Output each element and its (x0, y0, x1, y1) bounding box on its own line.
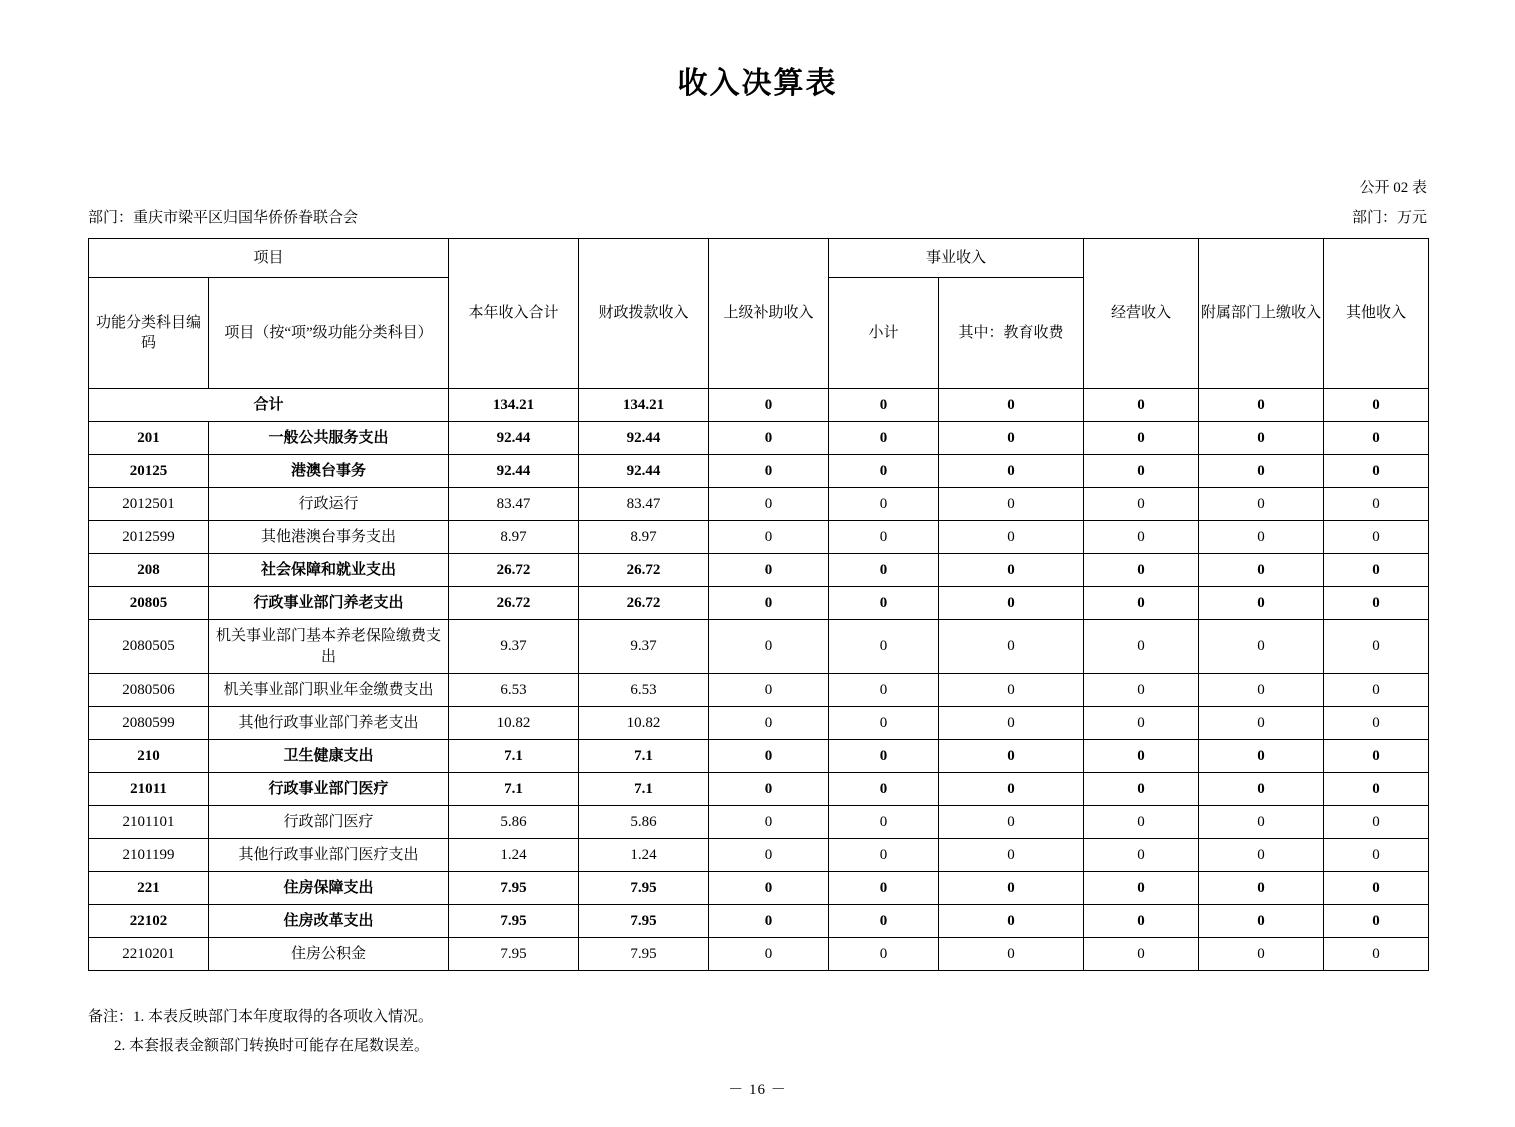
row-code: 2012501 (89, 488, 209, 521)
row-total-income: 26.72 (449, 554, 579, 587)
table-notes (88, 1003, 433, 1060)
row-education-fee: 0 (939, 554, 1084, 587)
income-table-wrapper (88, 238, 1428, 971)
row-fiscal-appropriation: 5.86 (579, 806, 709, 839)
row-other-income: 0 (1324, 455, 1429, 488)
header-business-income-group: 事业收入 (829, 239, 1084, 278)
table-row (89, 455, 1429, 488)
header-total-income: 本年收入合计 (449, 239, 579, 389)
row-total-income: 10.82 (449, 707, 579, 740)
table-row (89, 806, 1429, 839)
row-education-fee: 0 (939, 905, 1084, 938)
row-affiliated-paid: 0 (1199, 587, 1324, 620)
row-education-fee: 0 (939, 422, 1084, 455)
row-business-subtotal: 0 (829, 674, 939, 707)
table-row (89, 839, 1429, 872)
row-total-income: 7.1 (449, 740, 579, 773)
row-name: 住房公积金 (209, 938, 449, 971)
row-code: 210 (89, 740, 209, 773)
row-operating-income: 0 (1084, 587, 1199, 620)
row-operating-income: 0 (1084, 773, 1199, 806)
row-code: 2101199 (89, 839, 209, 872)
header-other-income: 其他收入 (1324, 239, 1429, 389)
row-education-fee: 0 (939, 872, 1084, 905)
row-code: 201 (89, 422, 209, 455)
row-fiscal-appropriation: 6.53 (579, 674, 709, 707)
row-superior-subsidy: 0 (709, 773, 829, 806)
row-operating-income: 0 (1084, 422, 1199, 455)
row-total-income: 9.37 (449, 620, 579, 674)
page-number: － 16 － (728, 1082, 787, 1098)
row-code: 2080505 (89, 620, 209, 674)
row-superior-subsidy: 0 (709, 389, 829, 422)
row-operating-income: 0 (1084, 488, 1199, 521)
row-operating-income: 0 (1084, 620, 1199, 674)
sheet-label: 公开 02 表 (1359, 180, 1427, 196)
row-superior-subsidy: 0 (709, 620, 829, 674)
row-business-subtotal: 0 (829, 587, 939, 620)
row-superior-subsidy: 0 (709, 872, 829, 905)
row-operating-income: 0 (1084, 707, 1199, 740)
row-operating-income: 0 (1084, 674, 1199, 707)
row-total-income: 92.44 (449, 455, 579, 488)
row-education-fee: 0 (939, 806, 1084, 839)
row-affiliated-paid: 0 (1199, 620, 1324, 674)
row-business-subtotal: 0 (829, 806, 939, 839)
row-operating-income: 0 (1084, 938, 1199, 971)
row-operating-income: 0 (1084, 872, 1199, 905)
row-education-fee: 0 (939, 389, 1084, 422)
row-name: 行政部门医疗 (209, 806, 449, 839)
row-other-income: 0 (1324, 839, 1429, 872)
row-superior-subsidy: 0 (709, 839, 829, 872)
table-row (89, 521, 1429, 554)
row-code: 22102 (89, 905, 209, 938)
row-superior-subsidy: 0 (709, 905, 829, 938)
row-business-subtotal: 0 (829, 488, 939, 521)
row-total-income: 7.1 (449, 773, 579, 806)
row-code: 208 (89, 554, 209, 587)
row-education-fee: 0 (939, 740, 1084, 773)
header-business-education-fee: 其中：教育收费 (939, 278, 1084, 389)
meta-row (88, 206, 1427, 227)
row-business-subtotal: 0 (829, 773, 939, 806)
row-name: 其他行政事业部门医疗支出 (209, 839, 449, 872)
row-name: 住房改革支出 (209, 905, 449, 938)
row-superior-subsidy: 0 (709, 488, 829, 521)
table-row (89, 422, 1429, 455)
table-row (89, 740, 1429, 773)
row-education-fee: 0 (939, 587, 1084, 620)
row-business-subtotal: 0 (829, 905, 939, 938)
row-name: 一般公共服务支出 (209, 422, 449, 455)
header-item-group: 项目 (89, 239, 449, 278)
table-row (89, 905, 1429, 938)
row-superior-subsidy: 0 (709, 938, 829, 971)
row-total-income: 7.95 (449, 872, 579, 905)
row-education-fee: 0 (939, 521, 1084, 554)
row-operating-income: 0 (1084, 389, 1199, 422)
row-education-fee: 0 (939, 938, 1084, 971)
row-business-subtotal: 0 (829, 938, 939, 971)
row-other-income: 0 (1324, 707, 1429, 740)
table-row (89, 488, 1429, 521)
row-total-label: 合计 (89, 389, 449, 422)
row-business-subtotal: 0 (829, 872, 939, 905)
row-fiscal-appropriation: 92.44 (579, 422, 709, 455)
row-affiliated-paid: 0 (1199, 521, 1324, 554)
row-fiscal-appropriation: 83.47 (579, 488, 709, 521)
row-affiliated-paid: 0 (1199, 839, 1324, 872)
row-superior-subsidy: 0 (709, 422, 829, 455)
row-name: 卫生健康支出 (209, 740, 449, 773)
row-affiliated-paid: 0 (1199, 554, 1324, 587)
row-fiscal-appropriation: 134.21 (579, 389, 709, 422)
header-name-col: 项目（按“项”级功能分类科目） (209, 278, 449, 389)
row-fiscal-appropriation: 7.1 (579, 773, 709, 806)
row-other-income: 0 (1324, 422, 1429, 455)
table-row (89, 389, 1429, 422)
row-superior-subsidy: 0 (709, 674, 829, 707)
row-affiliated-paid: 0 (1199, 422, 1324, 455)
row-education-fee: 0 (939, 839, 1084, 872)
header-code-col: 功能分类科目编码 (89, 278, 209, 389)
row-business-subtotal: 0 (829, 389, 939, 422)
row-fiscal-appropriation: 9.37 (579, 620, 709, 674)
row-superior-subsidy: 0 (709, 806, 829, 839)
header-fiscal-appropriation: 财政拨款收入 (579, 239, 709, 389)
row-code: 21011 (89, 773, 209, 806)
row-affiliated-paid: 0 (1199, 455, 1324, 488)
row-name: 港澳台事务 (209, 455, 449, 488)
department-label: 部门：重庆市梁平区归国华侨侨眷联合会 (88, 210, 359, 226)
row-fiscal-appropriation: 8.97 (579, 521, 709, 554)
row-superior-subsidy: 0 (709, 521, 829, 554)
row-other-income: 0 (1324, 554, 1429, 587)
note-line-1: 备注：1. 本表反映部门本年度取得的各项收入情况。 (88, 1009, 434, 1025)
table-body (89, 389, 1429, 971)
row-other-income: 0 (1324, 740, 1429, 773)
row-fiscal-appropriation: 1.24 (579, 839, 709, 872)
row-affiliated-paid: 0 (1199, 389, 1324, 422)
table-row (89, 674, 1429, 707)
row-operating-income: 0 (1084, 740, 1199, 773)
row-operating-income: 0 (1084, 839, 1199, 872)
row-business-subtotal: 0 (829, 740, 939, 773)
table-row (89, 773, 1429, 806)
table-row (89, 587, 1429, 620)
row-operating-income: 0 (1084, 521, 1199, 554)
row-business-subtotal: 0 (829, 422, 939, 455)
row-total-income: 5.86 (449, 806, 579, 839)
row-code: 2080599 (89, 707, 209, 740)
row-business-subtotal: 0 (829, 839, 939, 872)
row-total-income: 1.24 (449, 839, 579, 872)
row-business-subtotal: 0 (829, 620, 939, 674)
row-superior-subsidy: 0 (709, 587, 829, 620)
row-other-income: 0 (1324, 488, 1429, 521)
row-education-fee: 0 (939, 707, 1084, 740)
header-operating-income: 经营收入 (1084, 239, 1199, 389)
row-code: 221 (89, 872, 209, 905)
header-superior-subsidy: 上级补助收入 (709, 239, 829, 389)
row-name: 其他港澳台事务支出 (209, 521, 449, 554)
row-fiscal-appropriation: 92.44 (579, 455, 709, 488)
row-total-income: 134.21 (449, 389, 579, 422)
row-education-fee: 0 (939, 620, 1084, 674)
page-title: 收入决算表 (677, 67, 838, 100)
row-education-fee: 0 (939, 488, 1084, 521)
row-code: 2101101 (89, 806, 209, 839)
row-code: 20805 (89, 587, 209, 620)
row-total-income: 8.97 (449, 521, 579, 554)
row-fiscal-appropriation: 10.82 (579, 707, 709, 740)
row-other-income: 0 (1324, 806, 1429, 839)
row-total-income: 7.95 (449, 938, 579, 971)
row-total-income: 83.47 (449, 488, 579, 521)
row-superior-subsidy: 0 (709, 554, 829, 587)
row-code: 20125 (89, 455, 209, 488)
row-name: 社会保障和就业支出 (209, 554, 449, 587)
header-affiliated-paid: 附属部门上缴收入 (1199, 239, 1324, 389)
row-name: 行政运行 (209, 488, 449, 521)
row-other-income: 0 (1324, 674, 1429, 707)
row-affiliated-paid: 0 (1199, 905, 1324, 938)
row-operating-income: 0 (1084, 554, 1199, 587)
row-other-income: 0 (1324, 872, 1429, 905)
row-name: 行政事业部门养老支出 (209, 587, 449, 620)
row-operating-income: 0 (1084, 455, 1199, 488)
row-affiliated-paid: 0 (1199, 707, 1324, 740)
document-page (0, 58, 1515, 1127)
row-fiscal-appropriation: 7.95 (579, 938, 709, 971)
row-name: 行政事业部门医疗 (209, 773, 449, 806)
income-final-accounts-table (88, 238, 1429, 971)
row-other-income: 0 (1324, 521, 1429, 554)
row-name: 其他行政事业部门养老支出 (209, 707, 449, 740)
row-other-income: 0 (1324, 773, 1429, 806)
row-operating-income: 0 (1084, 806, 1199, 839)
row-code: 2080506 (89, 674, 209, 707)
row-name: 机关事业部门基本养老保险缴费支出 (209, 620, 449, 674)
table-row (89, 872, 1429, 905)
row-superior-subsidy: 0 (709, 455, 829, 488)
row-code: 2210201 (89, 938, 209, 971)
row-fiscal-appropriation: 26.72 (579, 587, 709, 620)
row-fiscal-appropriation: 7.95 (579, 905, 709, 938)
row-affiliated-paid: 0 (1199, 773, 1324, 806)
unit-label: 部门：万元 (1351, 210, 1427, 226)
row-total-income: 7.95 (449, 905, 579, 938)
table-row (89, 620, 1429, 674)
row-affiliated-paid: 0 (1199, 806, 1324, 839)
row-education-fee: 0 (939, 674, 1084, 707)
row-affiliated-paid: 0 (1199, 674, 1324, 707)
row-business-subtotal: 0 (829, 554, 939, 587)
row-total-income: 6.53 (449, 674, 579, 707)
row-education-fee: 0 (939, 455, 1084, 488)
row-total-income: 26.72 (449, 587, 579, 620)
row-operating-income: 0 (1084, 905, 1199, 938)
row-education-fee: 0 (939, 773, 1084, 806)
row-affiliated-paid: 0 (1199, 488, 1324, 521)
table-row (89, 554, 1429, 587)
row-superior-subsidy: 0 (709, 707, 829, 740)
row-other-income: 0 (1324, 905, 1429, 938)
row-other-income: 0 (1324, 587, 1429, 620)
row-total-income: 92.44 (449, 422, 579, 455)
table-row (89, 707, 1429, 740)
row-superior-subsidy: 0 (709, 740, 829, 773)
table-row (89, 938, 1429, 971)
row-other-income: 0 (1324, 389, 1429, 422)
row-affiliated-paid: 0 (1199, 872, 1324, 905)
row-business-subtotal: 0 (829, 521, 939, 554)
row-other-income: 0 (1324, 938, 1429, 971)
header-business-subtotal: 小计 (829, 278, 939, 389)
row-fiscal-appropriation: 7.1 (579, 740, 709, 773)
row-fiscal-appropriation: 26.72 (579, 554, 709, 587)
row-affiliated-paid: 0 (1199, 740, 1324, 773)
row-name: 住房保障支出 (209, 872, 449, 905)
row-business-subtotal: 0 (829, 455, 939, 488)
row-name: 机关事业部门职业年金缴费支出 (209, 674, 449, 707)
row-business-subtotal: 0 (829, 707, 939, 740)
row-fiscal-appropriation: 7.95 (579, 872, 709, 905)
row-affiliated-paid: 0 (1199, 938, 1324, 971)
row-code: 2012599 (89, 521, 209, 554)
note-line-2: 2. 本套报表金额部门转换时可能存在尾数误差。 (114, 1037, 430, 1054)
row-other-income: 0 (1324, 620, 1429, 674)
